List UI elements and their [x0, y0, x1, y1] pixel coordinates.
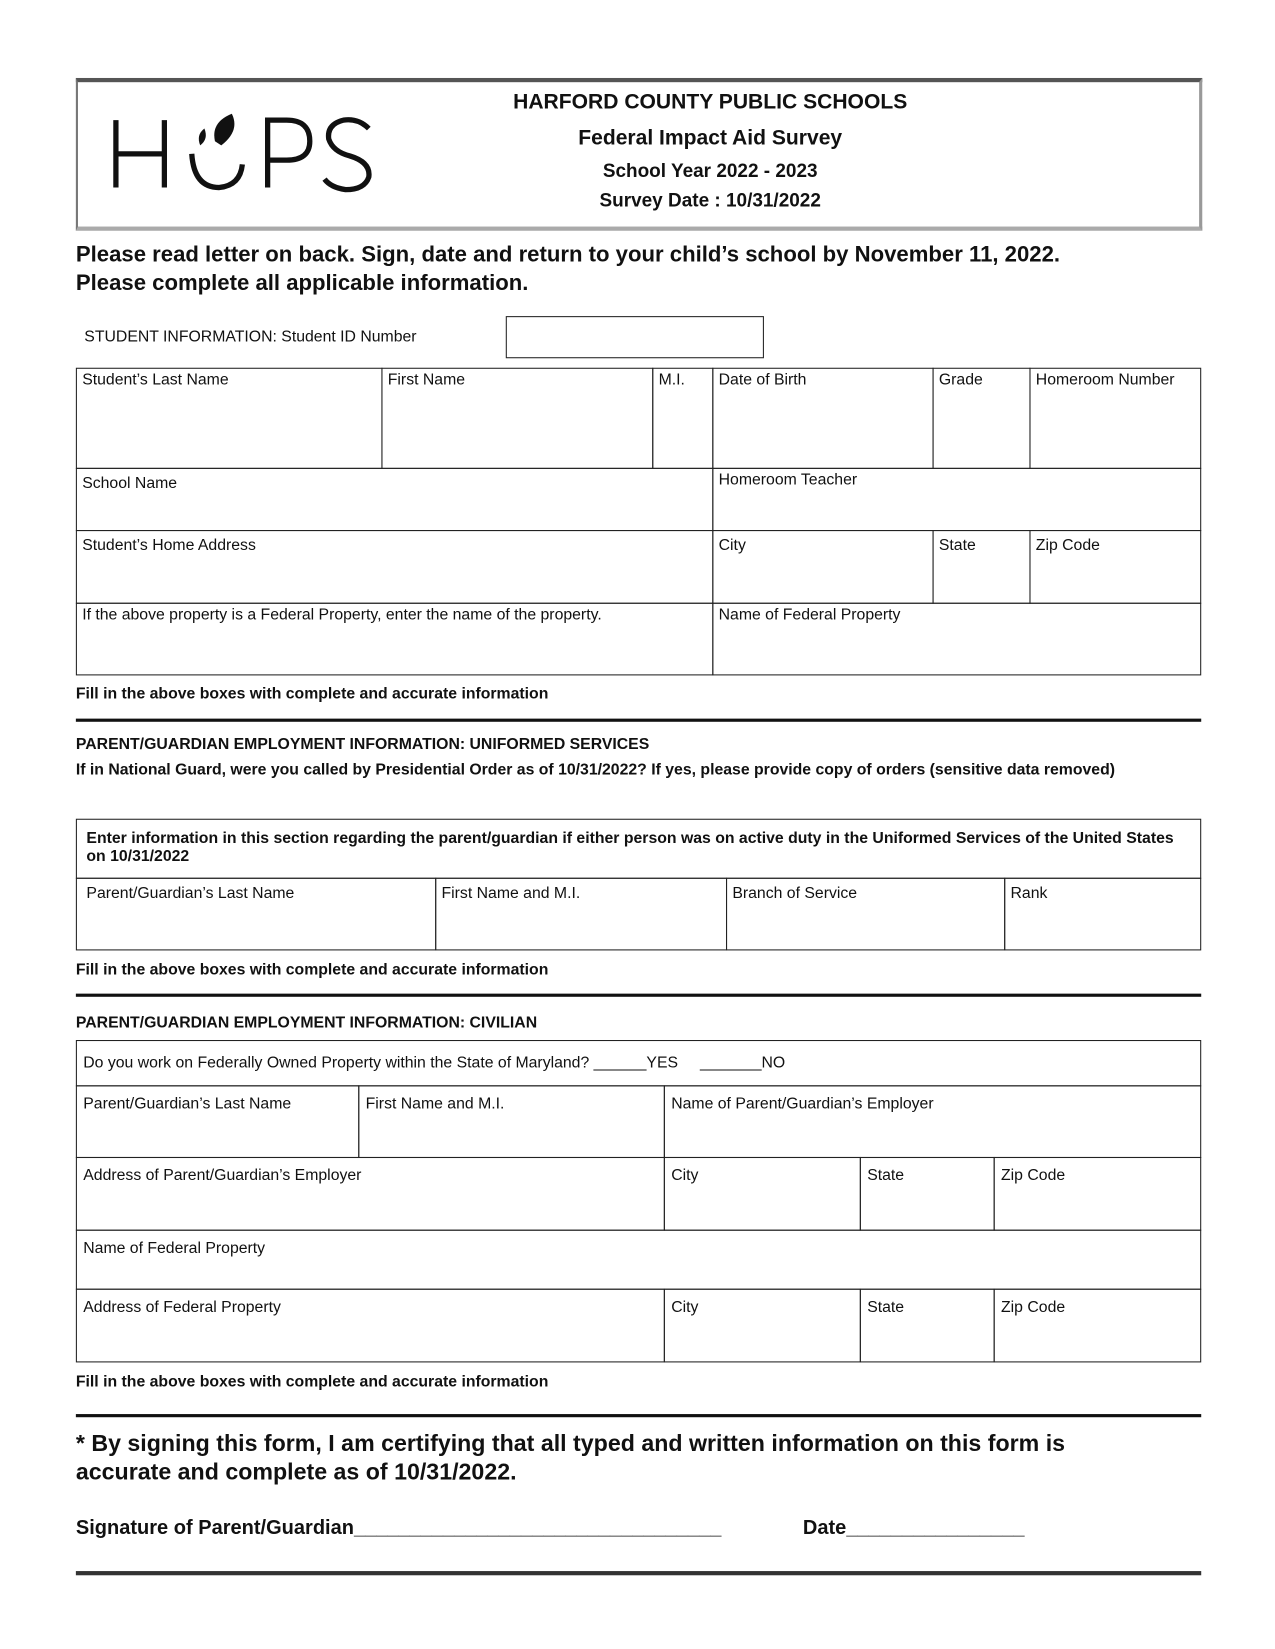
civilian-last-name-field[interactable]	[76, 1085, 359, 1158]
certification-line-2: accurate and complete as of 10/31/2022.	[75, 1458, 517, 1485]
label: Name of Federal Property	[83, 1239, 266, 1258]
header-box	[76, 78, 1202, 231]
uniformed-first-name-field[interactable]	[435, 878, 727, 951]
label: Address of Federal Property	[83, 1298, 281, 1317]
homeroom-number-field[interactable]	[1029, 368, 1201, 469]
employer-address-field[interactable]	[76, 1157, 665, 1231]
federal-property-question[interactable]	[76, 1040, 1201, 1086]
label: M.I.	[658, 370, 685, 389]
label: State	[867, 1298, 905, 1317]
fill-note: Fill in the above boxes with complete and accurate information	[75, 1372, 549, 1391]
label: Enter information in this section regarding the parent/guardian if either person was on active duty in the Uniformed Services of the United States on 10/31/2022	[86, 829, 1174, 866]
divider	[76, 719, 1201, 722]
instruction-line-1: Please read letter on back. Sign, date and return to your child’s school by November 11, 2022.	[75, 242, 1061, 267]
employer-zip-field[interactable]	[994, 1157, 1202, 1231]
label: School Name	[82, 474, 178, 493]
city-field[interactable]	[712, 530, 933, 604]
label: Name of Parent/Guardian’s Employer	[671, 1094, 934, 1113]
student-first-name-field[interactable]	[381, 368, 653, 469]
label: Zip Code	[1001, 1298, 1066, 1317]
org-name: HARFORD COUNTY PUBLIC SCHOOLS	[513, 90, 908, 114]
label: First Name and M.I.	[441, 884, 581, 902]
fill-note: Fill in the above boxes with complete and accurate information	[75, 960, 549, 979]
form-title: Federal Impact Aid Survey	[578, 126, 843, 150]
label: State	[938, 536, 976, 555]
label: Student’s Last Name	[82, 370, 229, 389]
label: Name of Federal Property	[718, 605, 901, 624]
label: Homeroom Teacher	[718, 471, 858, 489]
employer-state-field[interactable]	[860, 1157, 995, 1231]
civilian-federal-property-name-field[interactable]	[76, 1230, 1201, 1290]
home-address-field[interactable]	[76, 530, 713, 604]
student-last-name-field[interactable]	[76, 368, 383, 469]
state-field[interactable]	[933, 530, 1031, 604]
federal-property-prompt-field[interactable]	[76, 603, 713, 676]
date-line[interactable]: Date________________	[802, 1517, 1025, 1540]
student-mi-field[interactable]	[652, 368, 713, 469]
survey-date: Survey Date : 10/31/2022	[599, 189, 821, 211]
school-name-field[interactable]	[76, 468, 713, 531]
federal-property-zip-field[interactable]	[994, 1289, 1202, 1363]
uniformed-last-name-field[interactable]	[76, 878, 436, 951]
label: City	[718, 536, 746, 555]
student-id-input[interactable]	[506, 316, 764, 358]
employer-city-field[interactable]	[664, 1157, 861, 1231]
label: Parent/Guardian’s Last Name	[83, 1094, 292, 1113]
dob-field[interactable]	[712, 368, 933, 469]
grade-field[interactable]	[933, 368, 1031, 469]
label: Address of Parent/Guardian’s Employer	[83, 1166, 362, 1185]
zip-field[interactable]	[1029, 530, 1201, 604]
label: Student’s Home Address	[82, 536, 256, 555]
label: First Name and M.I.	[365, 1094, 505, 1113]
student-id-label: STUDENT INFORMATION: Student ID Number	[84, 327, 417, 346]
label: If the above property is a Federal Property, enter the name of the property.	[82, 605, 602, 624]
employer-name-field[interactable]	[664, 1085, 1201, 1158]
civilian-first-name-field[interactable]	[358, 1085, 665, 1158]
branch-field[interactable]	[726, 878, 1005, 951]
label: Zip Code	[1001, 1166, 1066, 1185]
uniformed-heading: PARENT/GUARDIAN EMPLOYMENT INFORMATION: UNIFORMED SERVICES	[75, 735, 650, 754]
label: Rank	[1010, 884, 1048, 902]
fill-note: Fill in the above boxes with complete and accurate information	[75, 684, 549, 703]
label: City	[671, 1166, 699, 1185]
divider	[76, 1571, 1201, 1575]
homeroom-teacher-field[interactable]	[712, 468, 1201, 531]
label: City	[671, 1298, 699, 1317]
rank-field[interactable]	[1004, 878, 1201, 951]
federal-property-city-field[interactable]	[664, 1289, 861, 1363]
hcps-logo	[110, 110, 384, 194]
label: Zip Code	[1035, 536, 1100, 555]
label: Date of Birth	[718, 370, 807, 389]
instruction-line-2: Please complete all applicable information.	[75, 270, 529, 296]
national-guard-question: If in National Guard, were you called by Presidential Order as of 10/31/2022? If yes, please provide copy of orders (sensitive data removed)	[75, 760, 1116, 779]
federal-property-address-field[interactable]	[76, 1289, 665, 1363]
federal-property-state-field[interactable]	[860, 1289, 995, 1363]
label: Parent/Guardian’s Last Name	[86, 884, 295, 902]
label: Branch of Service	[732, 884, 858, 902]
label: Grade	[938, 370, 983, 389]
school-year: School Year 2022 - 2023	[602, 160, 818, 182]
divider	[76, 1414, 1201, 1417]
label: State	[867, 1166, 905, 1185]
civilian-heading: PARENT/GUARDIAN EMPLOYMENT INFORMATION: CIVILIAN	[75, 1013, 538, 1032]
certification-line-1: * By signing this form, I am certifying that all typed and written information on this form is	[75, 1429, 1066, 1457]
signature-line[interactable]: Signature of Parent/Guardian_________________________________	[75, 1517, 722, 1540]
divider	[76, 994, 1201, 997]
label: First Name	[387, 370, 466, 389]
label: Do you work on Federally Owned Property within the State of Maryland? ______YES _______NO	[83, 1053, 786, 1072]
federal-property-name-field[interactable]	[712, 603, 1201, 676]
label: Homeroom Number	[1035, 370, 1175, 389]
uniformed-instruction	[76, 819, 1201, 879]
